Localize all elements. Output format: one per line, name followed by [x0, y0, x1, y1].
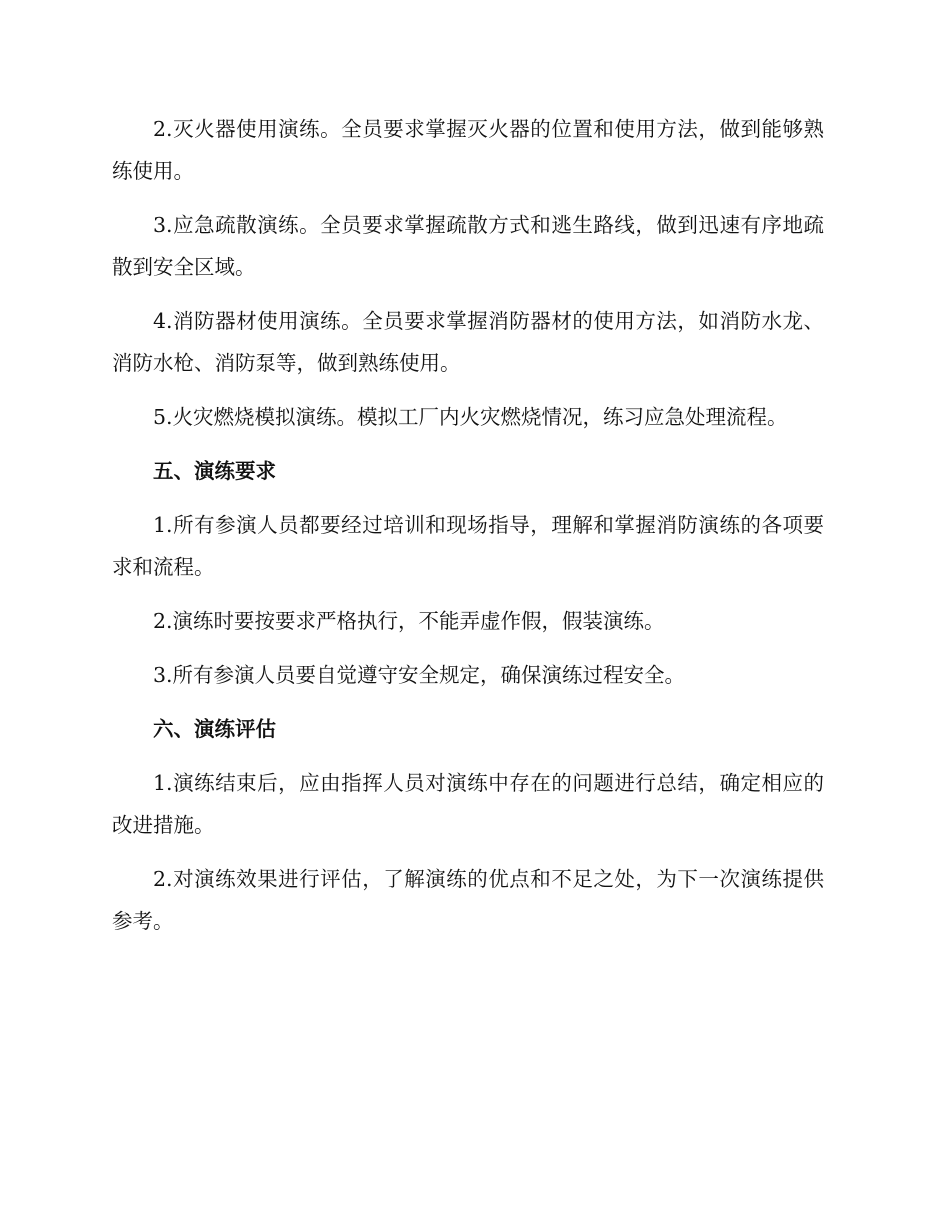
section-heading-requirements: 五、演练要求	[153, 459, 276, 483]
paragraph-drill-fire-extinguisher: 2.灭火器使用演练。全员要求掌握灭火器的位置和使用方法，做到能够熟练使用。	[112, 117, 824, 183]
paragraph-evaluation-summary: 1.演练结束后，应由指挥人员对演练中存在的问题进行总结，确定相应的改进措施。	[112, 771, 824, 837]
paragraph-requirement-training: 1.所有参演人员都要经过培训和现场指导，理解和掌握消防演练的各项要求和流程。	[112, 513, 824, 579]
paragraph-drill-fire-equipment: 4.消防器材使用演练。全员要求掌握消防器材的使用方法，如消防水龙、消防水枪、消防泵等，做到熟练使用。	[112, 309, 824, 375]
paragraph-evaluation-assessment: 2.对演练效果进行评估，了解演练的优点和不足之处，为下一次演练提供参考。	[112, 867, 824, 933]
paragraph-requirement-safety: 3.所有参演人员要自觉遵守安全规定，确保演练过程安全。	[153, 663, 686, 687]
paragraph-drill-evacuation: 3.应急疏散演练。全员要求掌握疏散方式和逃生路线，做到迅速有序地疏散到安全区域。	[112, 213, 824, 279]
paragraph-drill-fire-simulation: 5.火灾燃烧模拟演练。模拟工厂内火灾燃烧情况，练习应急处理流程。	[153, 405, 788, 429]
document-body	[112, 108, 824, 954]
section-heading-evaluation: 六、演练评估	[153, 717, 276, 741]
paragraph-requirement-strict: 2.演练时要按要求严格执行，不能弄虚作假，假装演练。	[153, 609, 665, 633]
